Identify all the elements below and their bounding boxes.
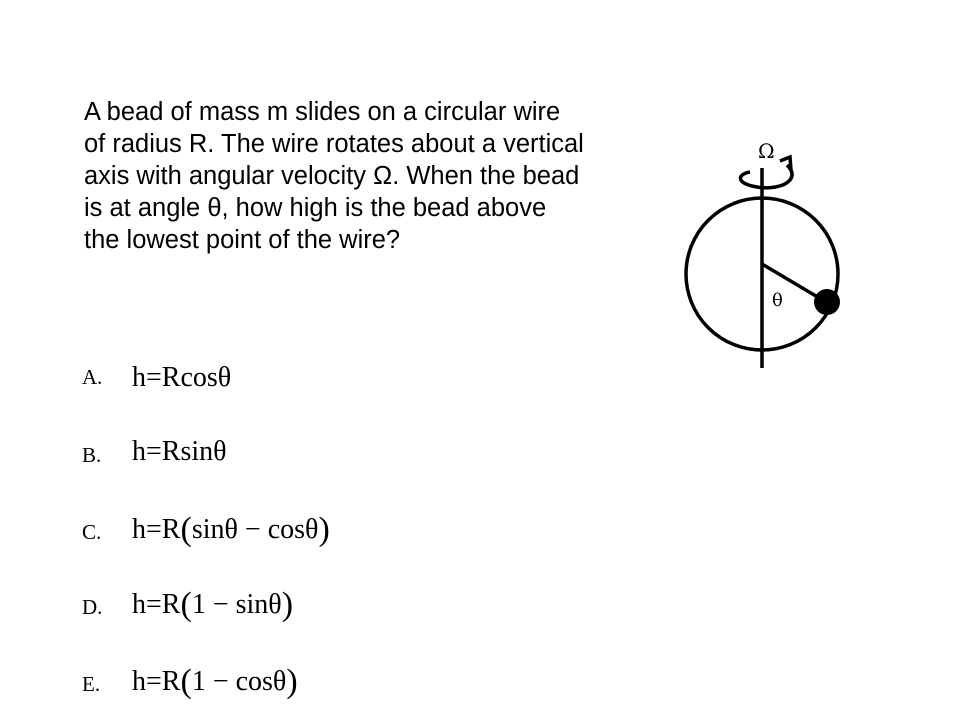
choice-e-inner: 1 − cosθ [191, 666, 287, 697]
choice-c-open-paren: ( [180, 511, 192, 548]
choice-d-close-paren: ) [281, 586, 294, 623]
choice-d-label: D. [82, 595, 103, 619]
question-text: A bead of mass m slides on a circular wire of radius R. The wire rotates about a vertical axis with angular velocity Ω. When the bead is at angle θ, how high is the bead above the lowest point of the wire? [84, 98, 584, 254]
choice-c-equation [132, 512, 330, 546]
choice-c-equals: = [146, 514, 162, 545]
choice-c-inner: sinθ − cosθ [191, 514, 319, 545]
choice-c-lhs: h [132, 514, 146, 545]
choice-e-rhs-pre: R [161, 666, 181, 697]
choice-a-equation [132, 362, 231, 394]
choice-d-lhs: h [132, 589, 146, 620]
choice-b-lhs: h [132, 436, 146, 467]
choice-e-open-paren: ( [180, 663, 192, 700]
choice-b-equation [132, 436, 227, 468]
omega-label: Ω [758, 139, 775, 163]
choice-c-close-paren: ) [318, 511, 330, 548]
choice-a-equals: = [146, 362, 162, 393]
choice-c-label: C. [82, 520, 102, 544]
rotating-wire-diagram [660, 120, 880, 380]
theta-label: θ [772, 290, 783, 311]
choice-b-label: B. [82, 443, 102, 467]
choice-d-inner: 1 − sinθ [191, 589, 282, 620]
choice-d-equation [132, 587, 293, 621]
choice-d-equals: = [146, 589, 162, 620]
bead [814, 289, 840, 315]
choice-d-rhs-pre: R [161, 589, 181, 620]
choice-e-equation [132, 664, 298, 698]
choice-a-lhs: h [132, 362, 146, 393]
choice-a-label: A. [82, 365, 103, 389]
choice-e-lhs: h [132, 666, 146, 697]
choice-e-close-paren: ) [286, 663, 298, 700]
rotation-arrow [741, 165, 793, 188]
choice-b-rhs: Rsinθ [161, 436, 227, 467]
choice-b-equals: = [146, 436, 162, 467]
choice-e-label: E. [82, 672, 101, 696]
choice-a-rhs: Rcosθ [161, 362, 232, 393]
choice-c-rhs-pre: R [161, 514, 181, 545]
choice-d-open-paren: ( [180, 586, 192, 623]
rotation-arrowhead-icon [780, 157, 791, 170]
choice-e-equals: = [146, 666, 162, 697]
